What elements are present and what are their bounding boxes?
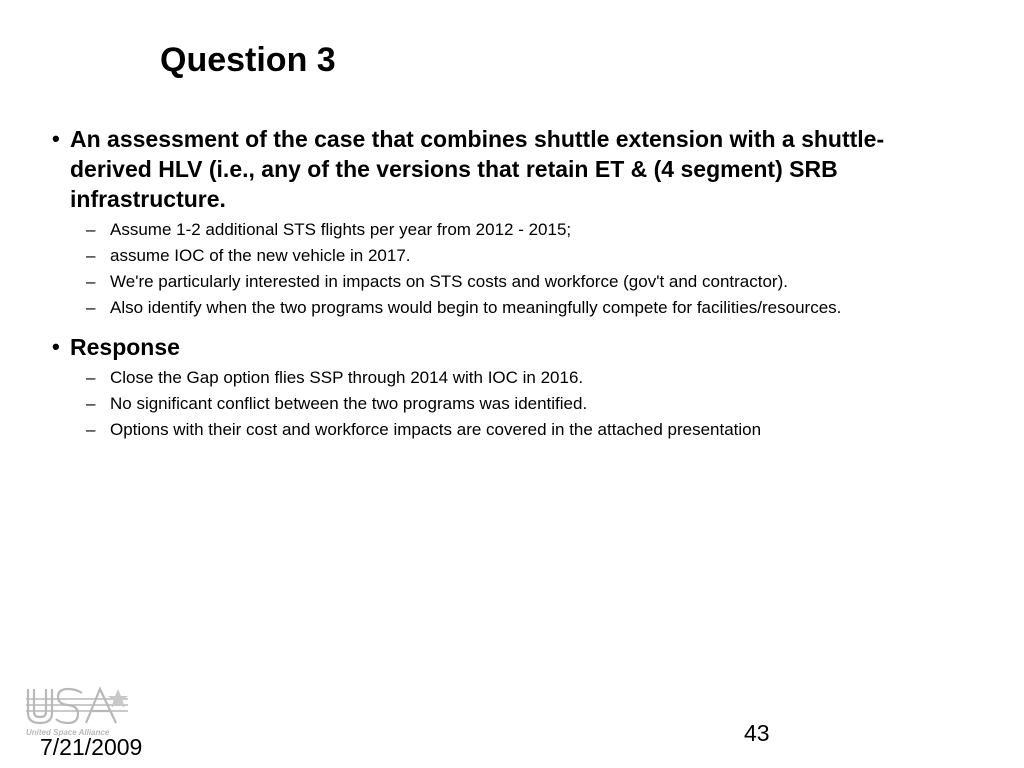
sub-bullet-text: Close the Gap option flies SSP through 2014 with IOC in 2016. (110, 368, 584, 387)
sub-bullet-item (86, 296, 952, 320)
sub-bullet-text: Options with their cost and workforce impacts are covered in the attached presentation (110, 420, 762, 439)
sub-bullet-item (86, 244, 952, 268)
slide-body (52, 124, 952, 444)
bullet-item (52, 124, 952, 214)
sub-bullet-text: Also identify when the two programs would begin to meaningfully compete for facilities/resources. (110, 298, 842, 317)
sub-bullet-item (86, 218, 952, 242)
sub-bullet-item (86, 366, 952, 390)
sub-bullet-list (86, 218, 952, 320)
bullet-text: Response (70, 334, 180, 360)
dash-marker: – (86, 298, 96, 317)
dash-marker: – (86, 394, 96, 413)
dash-marker: – (86, 272, 96, 291)
sub-bullet-item (86, 418, 952, 442)
footer-date: 7/21/2009 (40, 734, 143, 760)
sub-bullet-text: No significant conflict between the two programs was identified. (110, 394, 588, 413)
sub-bullet-list (86, 366, 952, 442)
sub-bullet-text: We're particularly interested in impacts on STS costs and workforce (gov't and contractor). (110, 272, 788, 291)
bullet-text: An assessment of the case that combines shuttle extension with a shuttle-derived HLV (i.e., any of the versions that retain ET & (4 segment) SRB infrastructure. (70, 126, 885, 212)
dash-marker: – (86, 368, 96, 387)
bullet-item (52, 332, 952, 362)
sub-bullet-item (86, 392, 952, 416)
sub-bullet-item (86, 270, 952, 294)
dash-marker: – (86, 420, 96, 439)
sub-bullet-text: assume IOC of the new vehicle in 2017. (110, 246, 411, 265)
bullet-marker: • (52, 126, 60, 151)
bullet-marker: • (52, 334, 60, 359)
page-number: 43 (744, 720, 770, 746)
dash-marker: – (86, 220, 96, 239)
dash-marker: – (86, 246, 96, 265)
usa-logo (24, 683, 130, 739)
sub-bullet-text: Assume 1-2 additional STS flights per year from 2012 - 2015; (110, 220, 572, 239)
logo-tagline: United Space Alliance (26, 728, 110, 737)
slide-title: Question 3 (160, 41, 336, 79)
